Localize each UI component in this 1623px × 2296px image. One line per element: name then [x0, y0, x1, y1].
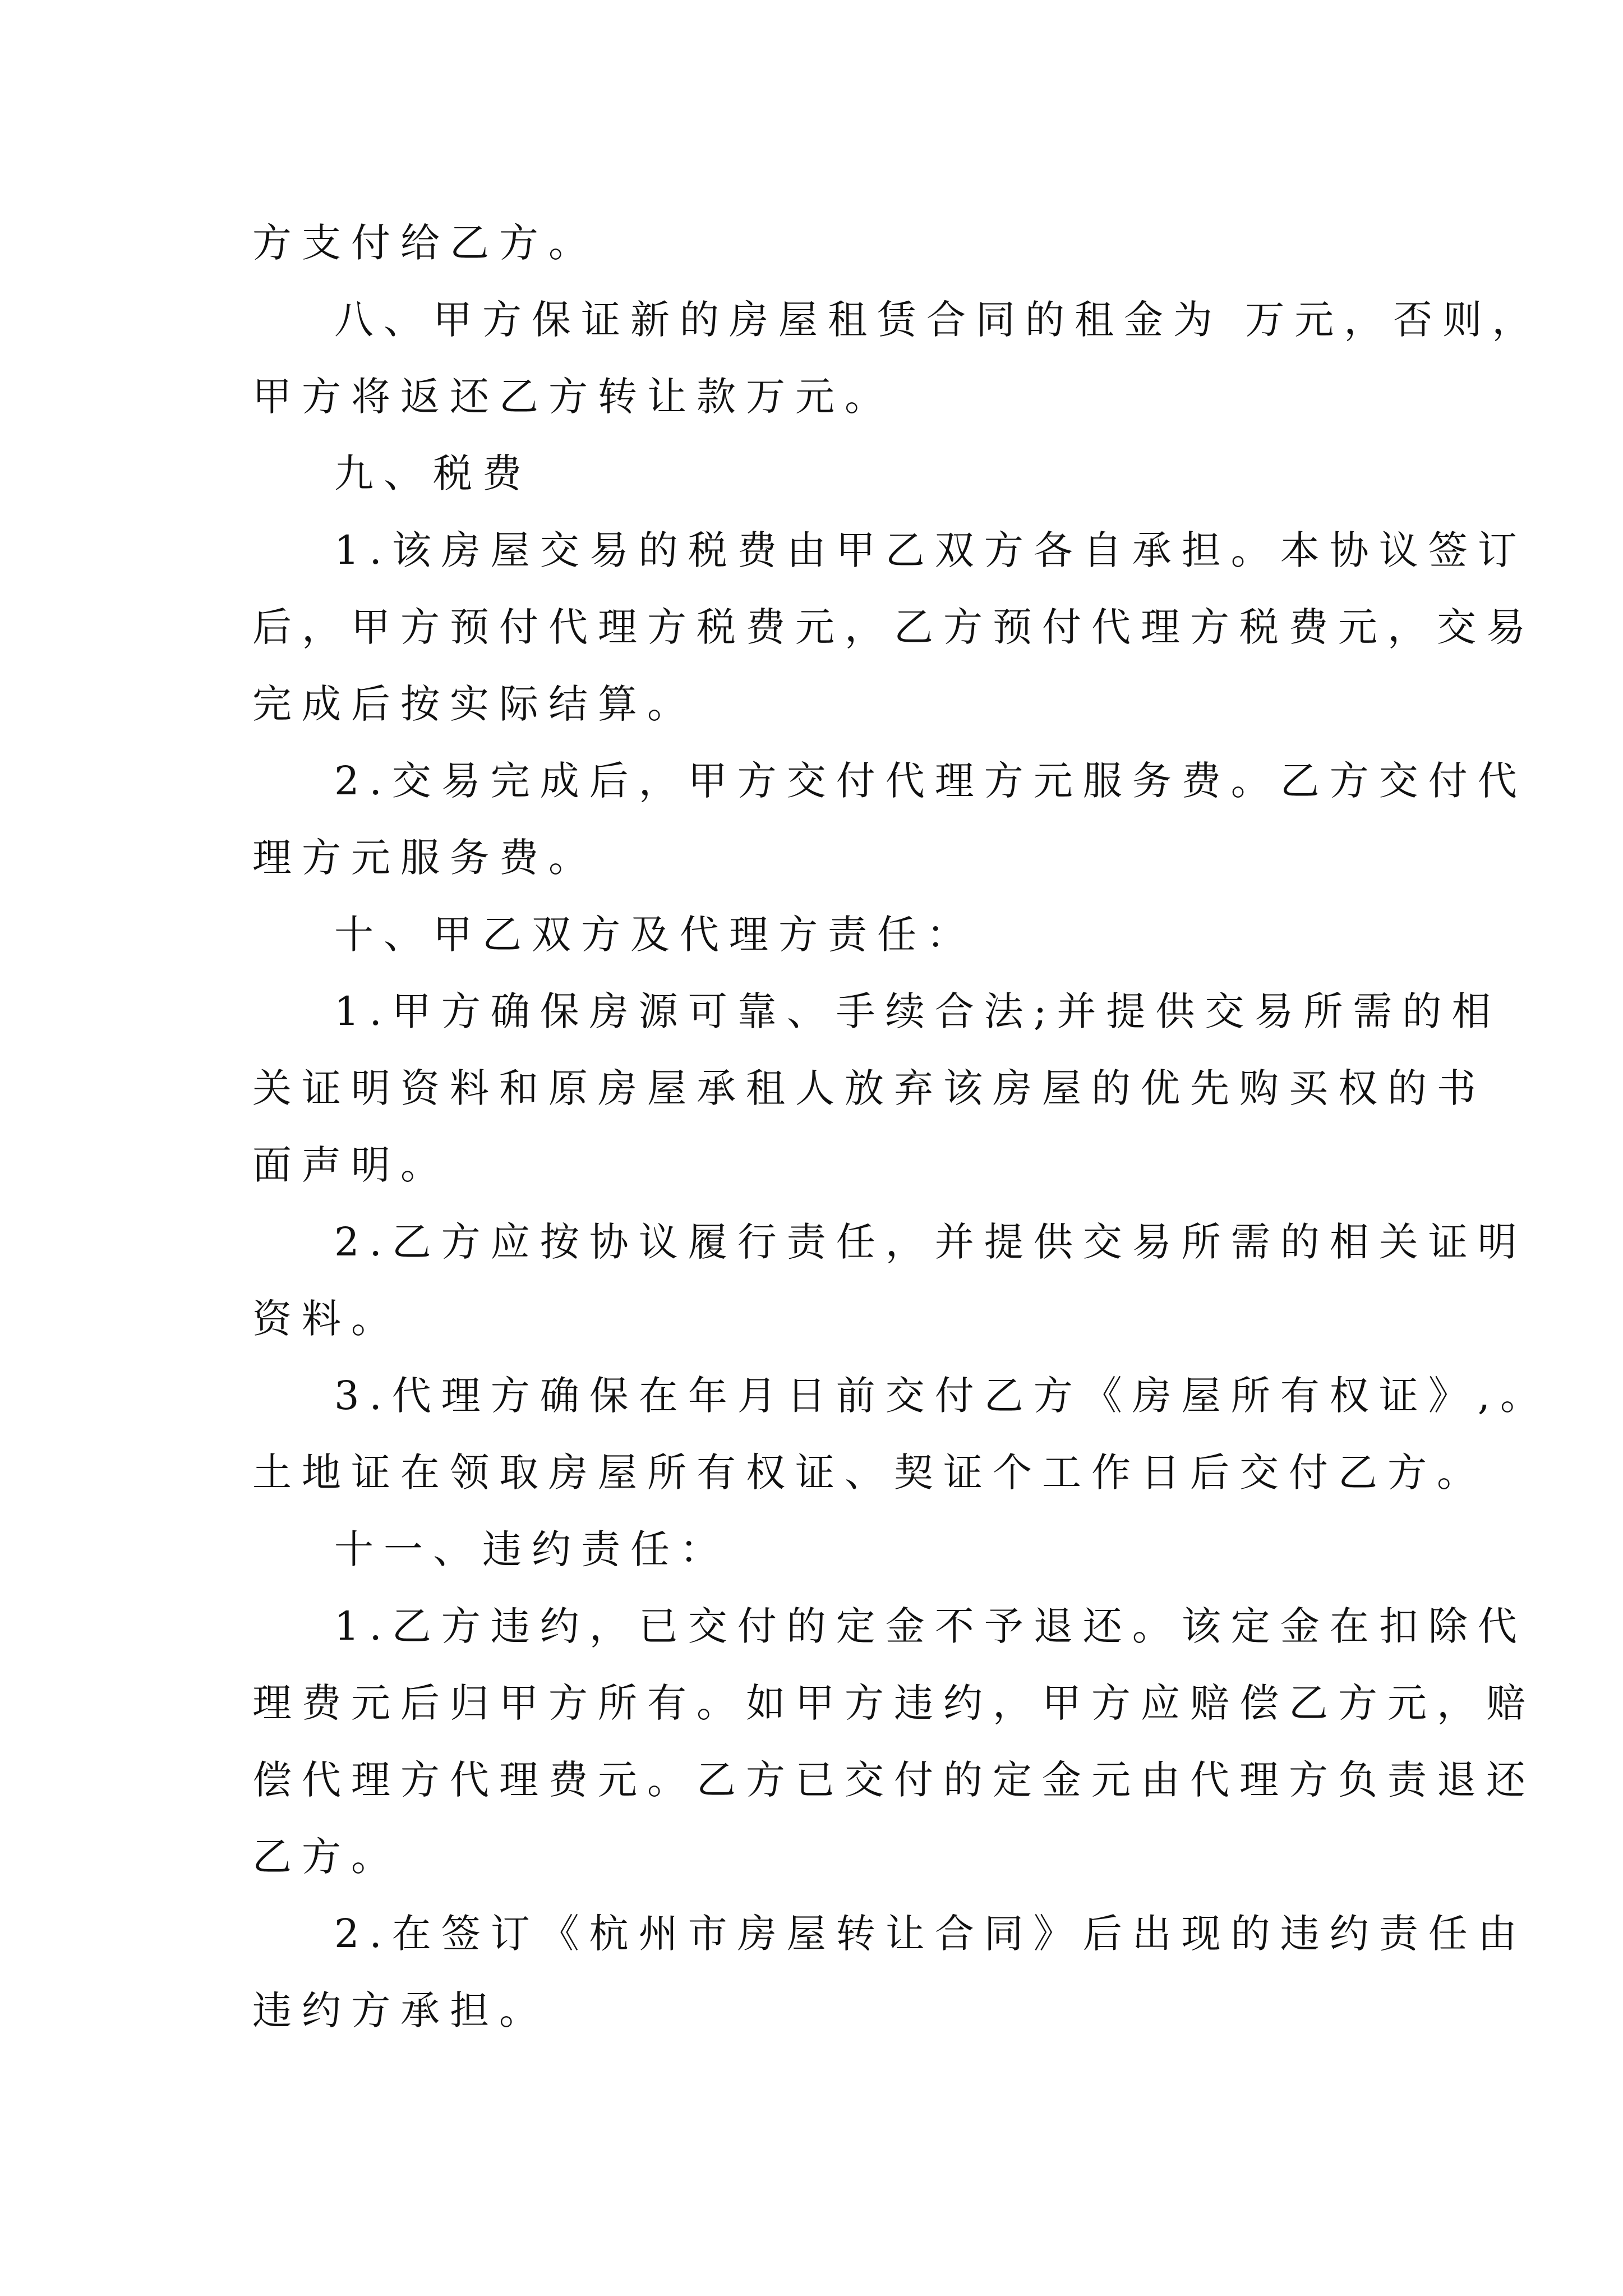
- text-line-1: 方支付给乙方。: [252, 220, 598, 266]
- text-line-23: 2.在签订《杭州市房屋转让合同》后出现的违约责任由: [334, 1911, 1527, 1957]
- text-line-15: 资料。: [252, 1296, 400, 1342]
- text-line-14: 2.乙方应按协议履行责任，并提供交易所需的相关证明: [334, 1219, 1527, 1265]
- text-line-4: 九、税费: [334, 450, 532, 496]
- text-line-3: 甲方将返还乙方转让款万元。: [252, 374, 894, 420]
- text-line-16: 3.代理方确保在年月日前交付乙方《房屋所有权证》,。: [334, 1373, 1550, 1419]
- text-line-9: 理方元服务费。: [252, 835, 598, 881]
- text-line-17: 土地证在领取房屋所有权证、契证个工作日后交付乙方。: [252, 1450, 1486, 1496]
- text-line-22: 乙方。: [252, 1834, 400, 1880]
- text-line-10: 十、甲乙双方及代理方责任：: [334, 912, 976, 958]
- text-line-6: 后，甲方预付代理方税费元，乙方预付代理方税费元，交易: [252, 604, 1536, 650]
- text-line-21: 偿代理方代理费元。乙方已交付的定金元由代理方负责退还: [252, 1757, 1536, 1803]
- text-line-2: 八、甲方保证新的房屋租赁合同的租金为 万元，否则，: [334, 297, 1542, 343]
- text-line-5: 1.该房屋交易的税费由甲乙双方各自承担。本协议签订: [334, 527, 1527, 573]
- text-line-8: 2.交易完成后，甲方交付代理方元服务费。乙方交付代: [334, 758, 1527, 804]
- text-line-18: 十一、违约责任：: [334, 1526, 729, 1572]
- text-line-24: 违约方承担。: [252, 1987, 548, 2033]
- text-line-7: 完成后按实际结算。: [252, 681, 697, 727]
- text-line-13: 面声明。: [252, 1142, 450, 1188]
- text-line-19: 1.乙方违约，已交付的定金不予退还。该定金在扣除代: [334, 1603, 1527, 1649]
- text-line-12: 关证明资料和原房屋承租人放弃该房屋的优先购买权的书: [252, 1065, 1486, 1111]
- text-line-20: 理费元后归甲方所有。如甲方违约，甲方应赔偿乙方元，赔: [252, 1680, 1536, 1726]
- text-line-11: 1.甲方确保房源可靠、手续合法;并提供交易所需的相: [334, 988, 1501, 1034]
